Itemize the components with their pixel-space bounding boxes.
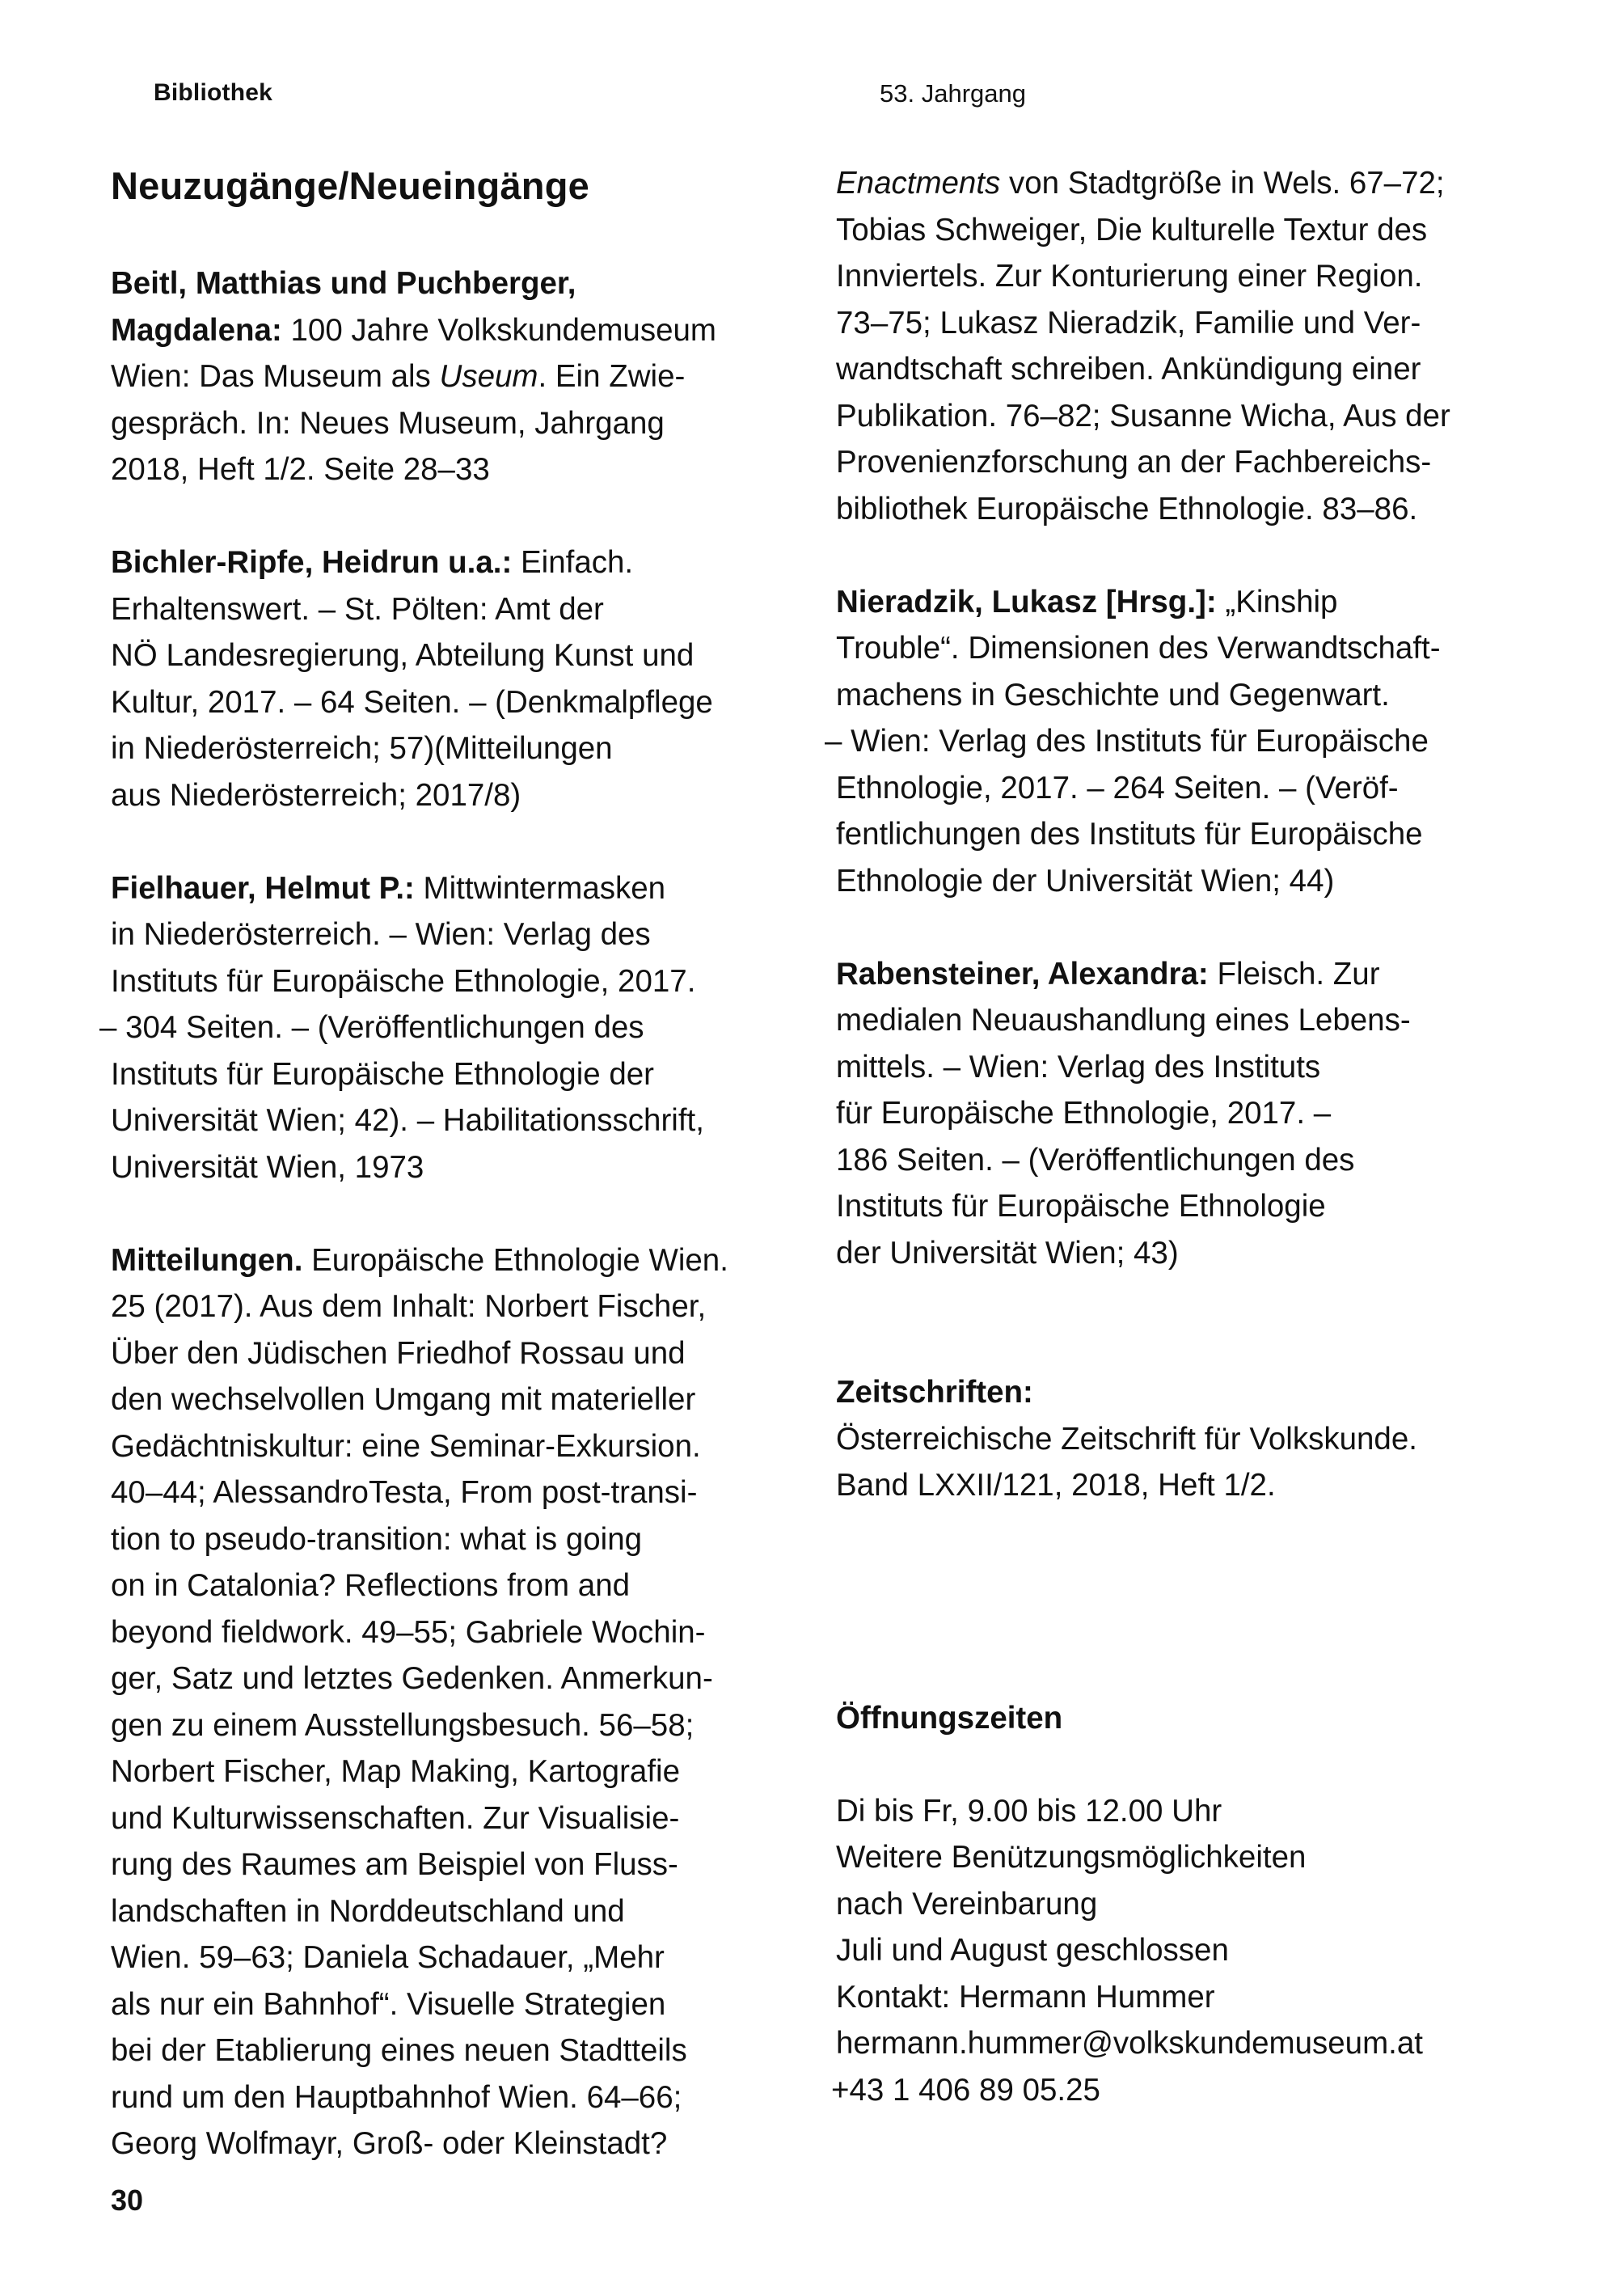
- entry-text: gespräch. In: Neues Museum, Jahrgang: [111, 405, 665, 441]
- entry-text: Wien: Das Museum als: [111, 359, 440, 394]
- entry-line: [111, 1516, 806, 1563]
- entry-line: [111, 1423, 806, 1470]
- entry-text: 100 Jahre Volkskundemuseum: [281, 312, 716, 348]
- entry-line: [111, 958, 806, 1005]
- entry-text: als nur ein Bahnhof“. Visuelle Strategien: [111, 1986, 666, 2022]
- entry-line: [111, 1376, 806, 1423]
- entry-text: 2018, Heft 1/2. Seite 28–33: [111, 452, 490, 487]
- entry-text: ger, Satz und letztes Gedenken. Anmerkun-: [111, 1661, 713, 1696]
- entry-text: Instituts für Europäische Ethnologie: [836, 1189, 1326, 1224]
- entry-text: Georg Wolfmayr, Groß- oder Kleinstadt?: [111, 2126, 668, 2161]
- entry-line: [836, 1183, 1564, 1230]
- entry-author: Nieradzik, Lukasz [Hrsg.]:: [836, 584, 1217, 619]
- entry-line: [836, 579, 1564, 626]
- entry-line: [111, 2074, 806, 2121]
- entry-text: der Universität Wien; 43): [836, 1235, 1179, 1271]
- entry-text: Einfach.: [512, 545, 634, 580]
- entry-line: [836, 300, 1564, 347]
- entry-line: [111, 1097, 806, 1144]
- entry-text: Mittwintermasken: [414, 870, 666, 906]
- right-entries: [825, 160, 1564, 1276]
- entry-text: in Niederösterreich; 57)(Mitteilungen: [111, 731, 613, 766]
- entry-line: [111, 1841, 806, 1888]
- entry-text: landschaften in Norddeutschland und: [111, 1893, 625, 1929]
- entry-text: Instituts für Europäische Ethnologie, 2017.: [111, 963, 696, 999]
- entry-line: [836, 160, 1564, 207]
- opening-hours-section: [831, 1695, 1564, 2114]
- left-entries: [99, 260, 806, 2167]
- entry-text: Provenienzforschung an der Fachbereichs-: [836, 445, 1432, 480]
- bibliography-entry: [825, 579, 1564, 905]
- entry-text: Publikation. 76–82; Susanne Wicha, Aus der: [836, 398, 1450, 433]
- entry-author: Fielhauer, Helmut P.:: [111, 870, 415, 906]
- contact-email-link[interactable]: hermann.hummer@volkskundemuseum.at: [836, 2026, 1423, 2061]
- entry-text: in Niederösterreich. – Wien: Verlag des: [111, 917, 651, 952]
- entry-line: [836, 207, 1564, 254]
- entry-line: [836, 1137, 1564, 1184]
- entry-text: wandtschaft schreiben. Ankündigung einer: [836, 352, 1421, 387]
- entry-line: [836, 625, 1564, 672]
- entry-line: [111, 1748, 806, 1795]
- entry-line: [836, 439, 1564, 486]
- entry-text: 25 (2017). Aus dem Inhalt: Norbert Fischer,: [111, 1289, 707, 1324]
- entry-text: von Stadtgröße in Wels. 67–72;: [1000, 166, 1445, 201]
- bibliography-entry: [111, 539, 806, 818]
- bibliography-entry: [99, 865, 806, 1191]
- entry-text: Norbert Fischer, Map Making, Kartografie: [111, 1754, 680, 1789]
- entry-line: [836, 811, 1564, 858]
- entry-text: rund um den Hauptbahnhof Wien. 64–66;: [111, 2079, 682, 2115]
- entry-line: [836, 1230, 1564, 1277]
- entry-line: [111, 1283, 806, 1330]
- entry-text: Europäische Ethnologie Wien.: [302, 1242, 728, 1278]
- entry-text: machens in Geschichte und Gegenwart.: [836, 677, 1390, 712]
- entry-line: [111, 2027, 806, 2074]
- entry-italic-text: Enactments: [836, 166, 1001, 201]
- entry-line: [836, 672, 1564, 719]
- entry-line: [111, 353, 806, 400]
- periodicals-section: [836, 1369, 1564, 1509]
- entry-line: [836, 393, 1564, 440]
- entry-line: [836, 858, 1564, 905]
- periodicals-heading: Zeitschriften:: [836, 1375, 1033, 1410]
- entry-text: Über den Jüdischen Friedhof Rossau und: [111, 1335, 686, 1371]
- entry-text: Erhaltenswert. – St. Pölten: Amt der: [111, 591, 604, 627]
- entry-author: Rabensteiner, Alexandra:: [836, 956, 1209, 992]
- entry-line: [111, 260, 806, 307]
- entry-text: . Ein Zwie-: [538, 359, 686, 394]
- running-head-volume: 53. Jahrgang: [880, 79, 1026, 108]
- periodical-line: Band LXXII/121, 2018, Heft 1/2.: [836, 1468, 1276, 1503]
- bibliography-entry: [111, 260, 806, 493]
- entry-text: on in Catalonia? Reflections from and: [111, 1568, 631, 1603]
- entry-line: [111, 679, 806, 726]
- entry-line: [111, 725, 806, 772]
- entry-text: Fleisch. Zur: [1208, 956, 1380, 992]
- entry-line: [111, 2121, 806, 2167]
- bibliography-entry: [111, 1237, 806, 2167]
- entry-text: Instituts für Europäische Ethnologie der: [111, 1056, 655, 1092]
- entry-text: – Wien: Verlag des Instituts für Europäische: [825, 724, 1429, 759]
- entry-line: [111, 1981, 806, 2028]
- entry-text: 186 Seiten. – (Veröffentlichungen des: [836, 1142, 1355, 1178]
- entry-line: [111, 1051, 806, 1098]
- entry-text: tion to pseudo-transition: what is going: [111, 1521, 643, 1557]
- bibliography-entry: [836, 160, 1564, 532]
- entry-line: [111, 539, 806, 586]
- left-column: [99, 160, 806, 2214]
- hours-line: Juli und August geschlossen: [836, 1933, 1229, 1968]
- entry-text: den wechselvollen Umgang mit materieller: [111, 1382, 696, 1417]
- entry-line: [836, 765, 1564, 812]
- entry-line: [111, 586, 806, 633]
- entry-text: Universität Wien; 42). – Habilitationsschrift,: [111, 1103, 704, 1138]
- right-column: [825, 160, 1564, 2113]
- entry-line: [111, 1888, 806, 1935]
- entry-line: [836, 1090, 1564, 1137]
- entry-author: Magdalena:: [111, 312, 282, 348]
- entry-text: rung des Raumes am Beispiel von Fluss-: [111, 1847, 678, 1882]
- entry-text: Kultur, 2017. – 64 Seiten. – (Denkmalpflege: [111, 684, 713, 720]
- entry-text: gen zu einem Ausstellungsbesuch. 56–58;: [111, 1707, 695, 1743]
- entry-line: [111, 865, 806, 912]
- entry-line: [111, 400, 806, 447]
- entry-line: [836, 1044, 1564, 1091]
- entry-line: [111, 1562, 806, 1609]
- entry-text: Wien. 59–63; Daniela Schadauer, „Mehr: [111, 1940, 665, 1975]
- periodical-line: Österreichische Zeitschrift für Volkskunde.: [836, 1421, 1417, 1457]
- entry-line: [111, 1330, 806, 1377]
- entry-italic-text: Useum: [439, 359, 538, 394]
- entry-text: Universität Wien, 1973: [111, 1149, 424, 1185]
- entry-text: „Kinship: [1216, 584, 1338, 619]
- hours-line: Weitere Benützungsmöglichkeiten: [836, 1840, 1307, 1875]
- entry-line: [836, 346, 1564, 393]
- entry-text: bibliothek Europäische Ethnologie. 83–86.: [836, 491, 1418, 526]
- running-head-section: Bibliothek: [154, 79, 273, 106]
- entry-line: [111, 1237, 806, 1284]
- entry-text: Tobias Schweiger, Die kulturelle Textur des: [836, 212, 1428, 247]
- entry-text: Ethnologie, 2017. – 264 Seiten. – (Veröf-: [836, 770, 1399, 806]
- entry-text: beyond fieldwork. 49–55; Gabriele Wochin-: [111, 1614, 706, 1650]
- entry-line: [825, 718, 1564, 765]
- bibliography-entry: [836, 951, 1564, 1277]
- page-number: 30: [111, 2184, 144, 2217]
- entry-text: Trouble“. Dimensionen des Verwandtschaft-: [836, 631, 1441, 666]
- entry-text: 73–75; Lukasz Nieradzik, Familie und Ver-: [836, 305, 1421, 340]
- entry-text: fentlichungen des Instituts für Europäische: [836, 817, 1423, 852]
- entry-line: [111, 1469, 806, 1516]
- entry-author: Bichler-Ripfe, Heidrun u.a.:: [111, 545, 513, 580]
- entry-text: Gedächtniskultur: eine Seminar-Exkursion.: [111, 1428, 701, 1464]
- entry-author: Beitl, Matthias und Puchberger,: [111, 266, 576, 301]
- entry-line: [111, 446, 806, 493]
- entry-line: [836, 253, 1564, 300]
- contact-line: Kontakt: Hermann Hummer: [836, 1979, 1215, 2015]
- entry-line: [111, 911, 806, 958]
- entry-line: [836, 951, 1564, 998]
- entry-line: [111, 1144, 806, 1191]
- entry-text: 40–44; AlessandroTesta, From post-transi-: [111, 1475, 698, 1510]
- entry-line: [111, 632, 806, 679]
- entry-text: aus Niederösterreich; 2017/8): [111, 777, 521, 813]
- entry-line: [111, 307, 806, 354]
- entry-text: NÖ Landesregierung, Abteilung Kunst und: [111, 638, 695, 673]
- entry-text: – 304 Seiten. – (Veröffentlichungen des: [99, 1010, 644, 1045]
- entry-text: Innviertels. Zur Konturierung einer Region.: [836, 259, 1423, 294]
- entry-line: [836, 486, 1564, 533]
- page-title: Neuzugänge/Neueingänge: [111, 164, 589, 207]
- hours-line: Di bis Fr, 9.00 bis 12.00 Uhr: [836, 1793, 1222, 1829]
- hours-line: nach Vereinbarung: [836, 1886, 1098, 1922]
- entry-author: Mitteilungen.: [111, 1242, 303, 1278]
- entry-text: Ethnologie der Universität Wien; 44): [836, 863, 1335, 899]
- contact-phone: +43 1 406 89 05.25: [831, 2072, 1100, 2108]
- entry-line: [836, 997, 1564, 1044]
- entry-line: [111, 1655, 806, 1702]
- entry-text: medialen Neuaushandlung eines Lebens-: [836, 1003, 1411, 1038]
- entry-text: bei der Etablierung eines neuen Stadtteils: [111, 2033, 687, 2068]
- entry-line: [111, 1934, 806, 1981]
- entry-text: für Europäische Ethnologie, 2017. –: [836, 1096, 1332, 1131]
- entry-line: [111, 1609, 806, 1656]
- entry-line: [111, 772, 806, 819]
- entry-line: [99, 1004, 806, 1051]
- entry-line: [111, 1702, 806, 1749]
- entry-text: mittels. – Wien: Verlag des Instituts: [836, 1049, 1321, 1085]
- entry-line: [111, 1795, 806, 1842]
- opening-hours-heading: Öffnungszeiten: [836, 1700, 1063, 1736]
- entry-text: und Kulturwissenschaften. Zur Visualisie-: [111, 1800, 680, 1836]
